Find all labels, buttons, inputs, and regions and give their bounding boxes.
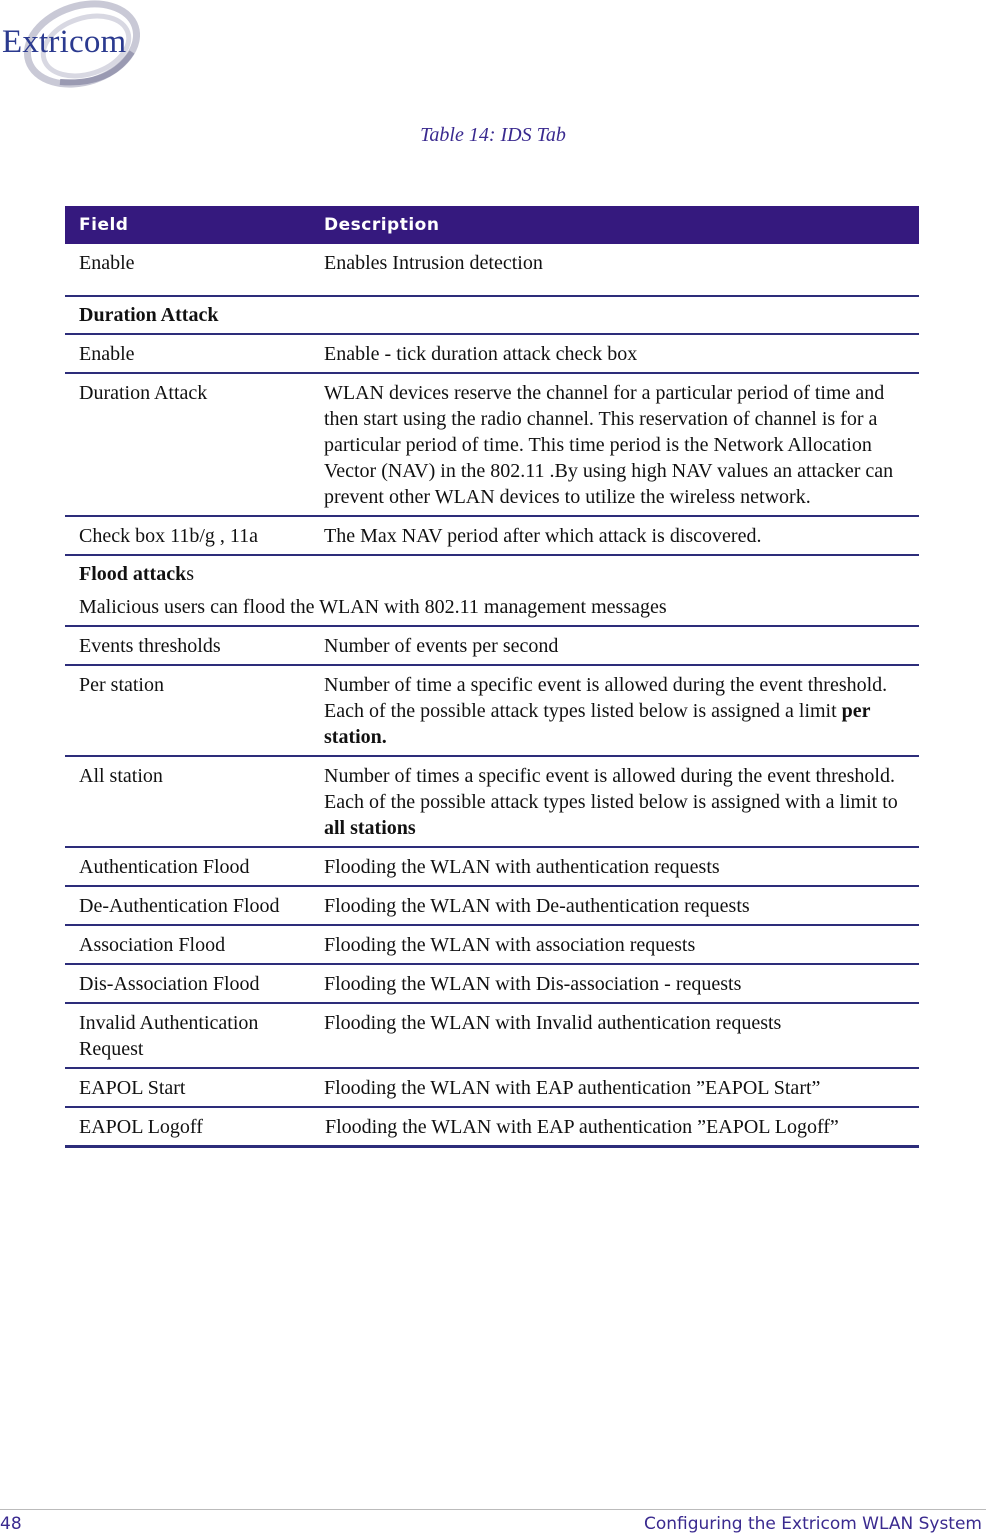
- table-row: [65, 964, 919, 1003]
- field-cell: Authentication Flood: [65, 847, 310, 886]
- header-field: Field: [65, 206, 310, 244]
- description-bold: all stations: [324, 817, 416, 839]
- field-cell: De-Authentication Flood: [65, 886, 310, 925]
- field-cell: All station: [65, 756, 310, 847]
- description-cell: Flooding the WLAN with Dis-association - requests: [310, 964, 919, 1003]
- description-cell: WLAN devices reserve the channel for a particular period of time and then start using the radio channel. This reservation of channel is for a particular period of time. This time period is the Network Allocation Vector (NAV) in the 802.11 .By using high NAV values an attacker can prevent other WLAN devices to utilize the wireless network.: [310, 373, 919, 516]
- logo-wordmark: Extricom: [2, 24, 127, 60]
- field-cell: Duration Attack: [65, 373, 310, 516]
- description-text: Number of times a specific event is allowed during the event threshold. Each of the possible attack types listed below is assigned with a limit to: [324, 765, 898, 813]
- table-row: [65, 925, 919, 964]
- flood-subtitle: Malicious users can flood the WLAN with 802.11 management messages: [79, 596, 667, 618]
- description-cell: Flooding the WLAN with authentication requests: [310, 847, 919, 886]
- section-title: Duration Attack: [65, 296, 919, 334]
- table-row: [65, 373, 919, 516]
- section-row-duration: [65, 296, 919, 334]
- extricom-logo: [0, 0, 140, 92]
- field-cell: Per station: [65, 665, 310, 756]
- table-row: [65, 665, 919, 756]
- description-cell: [310, 756, 919, 847]
- table-row: [65, 886, 919, 925]
- description-cell: Number of events per second: [310, 626, 919, 665]
- field-cell: Enable: [65, 244, 310, 296]
- flood-title-suffix: s: [186, 563, 195, 585]
- header-description: Description: [310, 206, 919, 244]
- description-cell: Flooding the WLAN with Invalid authentication requests: [310, 1003, 919, 1068]
- field-cell: Check box 11b/g , 11a: [65, 516, 310, 555]
- flood-title-bold: Flood attack: [79, 563, 187, 585]
- description-cell: Flooding the WLAN with EAP authentication ”EAPOL Start”: [310, 1068, 919, 1107]
- table-row: [65, 1068, 919, 1107]
- description-cell: Flooding the WLAN with EAP authentication ”EAPOL Logoff”: [310, 1107, 919, 1147]
- description-cell: [310, 665, 919, 756]
- table-row: [65, 334, 919, 373]
- description-cell: Enable - tick duration attack check box: [310, 334, 919, 373]
- table-row: [65, 516, 919, 555]
- field-cell: Association Flood: [65, 925, 310, 964]
- field-cell: EAPOL Logoff: [65, 1107, 310, 1147]
- description-bold: per station.: [324, 700, 871, 748]
- table-row: [65, 847, 919, 886]
- table-row: [65, 1003, 919, 1068]
- footer-section-title: Configuring the Extricom WLAN System: [643, 1514, 982, 1534]
- description-cell: The Max NAV period after which attack is discovered.: [310, 516, 919, 555]
- field-cell: Enable: [65, 334, 310, 373]
- footer-divider: [0, 1509, 986, 1510]
- description-cell: Enables Intrusion detection: [310, 244, 919, 296]
- section-title: [65, 555, 919, 626]
- table-row: [65, 626, 919, 665]
- table-caption: Table 14: IDS Tab: [420, 124, 566, 146]
- field-cell: Invalid Authentication Request: [65, 1003, 310, 1068]
- table-row: [65, 756, 919, 847]
- ids-tab-table: [65, 206, 919, 1148]
- section-row-flood: [65, 555, 919, 626]
- field-cell: EAPOL Start: [65, 1068, 310, 1107]
- table-row: [65, 1107, 919, 1147]
- description-text: Number of time a specific event is allowed during the event threshold. Each of the possible attack types listed below is assigned a limit: [324, 674, 888, 722]
- description-cell: Flooding the WLAN with association requests: [310, 925, 919, 964]
- table-header-row: [65, 206, 919, 244]
- description-cell: Flooding the WLAN with De-authentication requests: [310, 886, 919, 925]
- field-cell: Events thresholds: [65, 626, 310, 665]
- field-cell: Dis-Association Flood: [65, 964, 310, 1003]
- page-number: 48: [0, 1514, 22, 1534]
- table-row: [65, 244, 919, 296]
